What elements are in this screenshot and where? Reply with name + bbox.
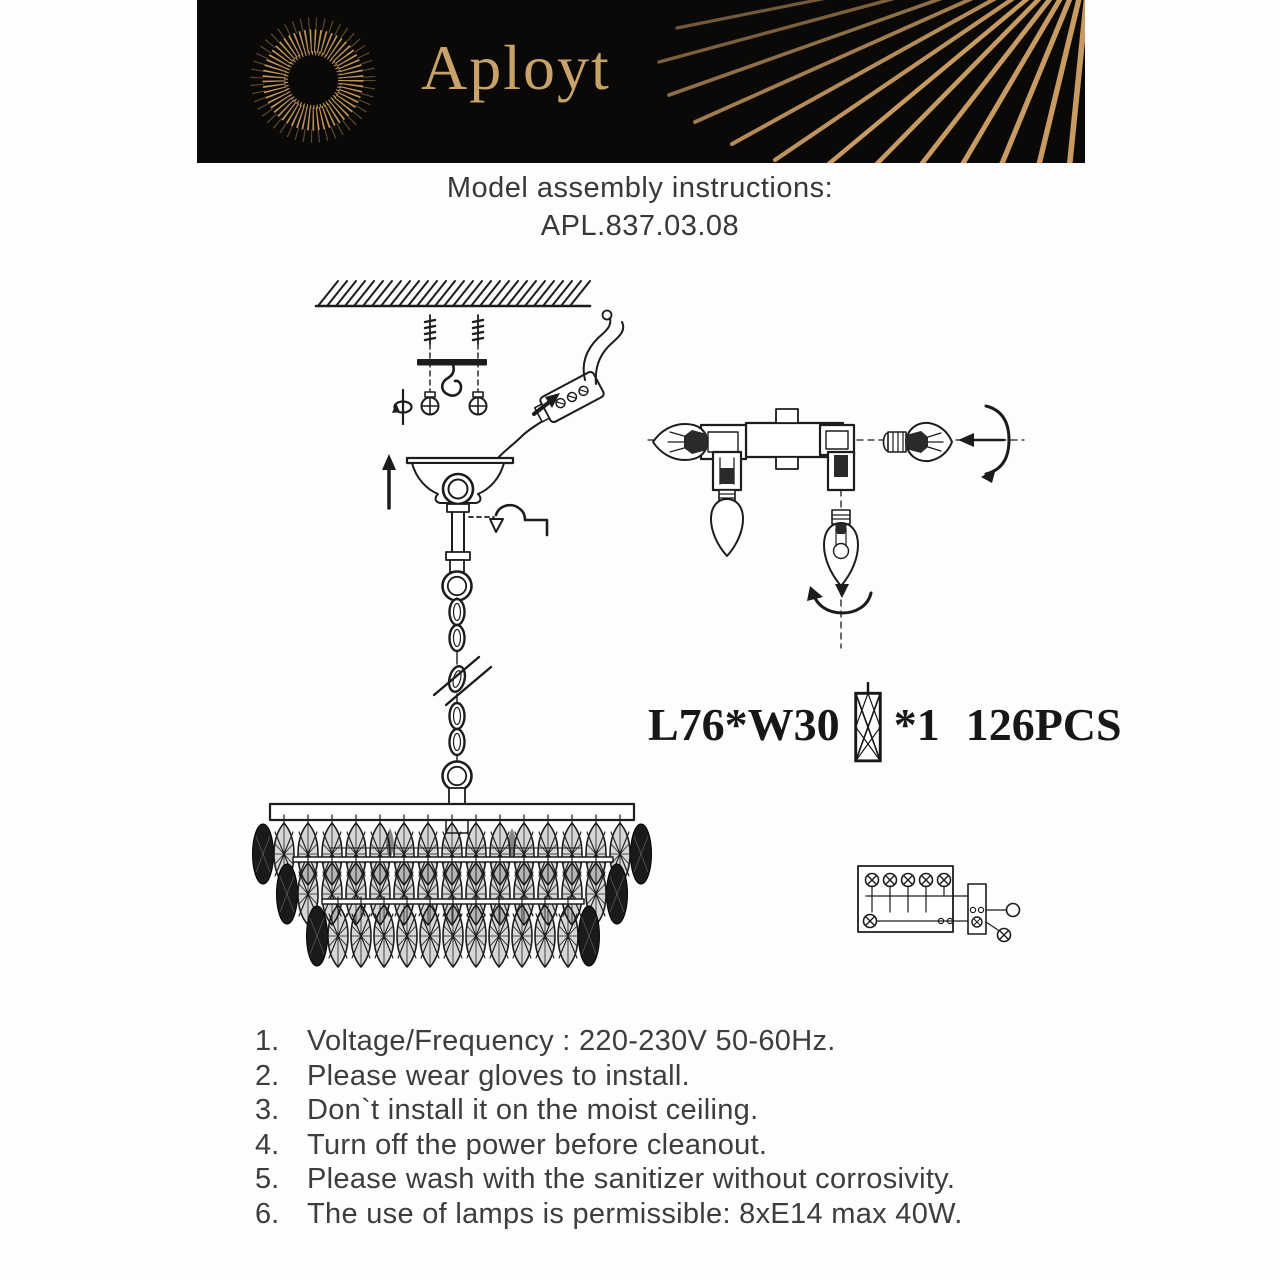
- wiring-diagram: [858, 866, 1020, 942]
- ceiling-hatch: [316, 281, 590, 306]
- item-text: Voltage/Frequency : 220-230V 50-60Hz.: [307, 1025, 836, 1057]
- ceiling-canopy: [407, 458, 513, 560]
- item-text: Please wear gloves to install.: [307, 1059, 690, 1092]
- left-down-socket-bulb: [711, 452, 743, 556]
- brand-name: Aployt: [421, 32, 611, 103]
- item-number: 6.: [255, 1197, 280, 1230]
- item-text: Please wash with the sanitizer without corrosivity.: [307, 1163, 956, 1196]
- chain-suspension-chandelier-diagram: [253, 454, 652, 967]
- item-text: Don`t install it on the moist ceiling.: [307, 1094, 759, 1127]
- item-text: The use of lamps is permissible: 8xE14 max 40W.: [307, 1197, 963, 1230]
- list-item: [255, 1162, 1075, 1197]
- item-number: 3.: [255, 1094, 280, 1127]
- list-item: [255, 1024, 1075, 1059]
- item-number: 1.: [255, 1025, 280, 1057]
- chandelier-body: [253, 788, 652, 967]
- ceiling-hook-icon: [442, 365, 461, 396]
- spec-quantity: *1: [893, 698, 940, 750]
- screw-in-bulb-right: [884, 423, 953, 461]
- right-down-socket-bulb: [820, 425, 858, 586]
- suspension-chain: [434, 560, 491, 791]
- page-title: Model assembly instructions:: [446, 172, 834, 204]
- spec-line: [648, 682, 1122, 766]
- rotate-symbol-icon: [392, 390, 412, 424]
- rotate-arrow-right-icon: [958, 406, 1009, 483]
- spec-pieces: 126PCS: [965, 698, 1122, 750]
- instruction-list: [255, 1024, 1075, 1232]
- mounting-bracket: [418, 360, 486, 365]
- item-text: Turn off the power before cleanout.: [307, 1128, 768, 1161]
- list-item: [255, 1128, 1075, 1163]
- item-number: 4.: [255, 1128, 280, 1161]
- up-arrow-icon: [382, 454, 396, 508]
- crystal-prism-icon: [850, 681, 886, 767]
- ceiling-mount-diagram: [316, 281, 623, 458]
- item-number: 5.: [255, 1163, 280, 1196]
- item-number: 2.: [255, 1059, 280, 1092]
- wire-and-terminal-block: [498, 311, 623, 459]
- list-item: [255, 1093, 1075, 1128]
- stem-rotate-arrow-icon: [469, 505, 547, 535]
- spec-dimensions: L76*W30: [648, 698, 840, 750]
- rotate-arrow-bottom-icon: [807, 584, 871, 613]
- arm-bulb-assembly-diagram: [648, 406, 1024, 648]
- model-code: APL.837.03.08: [540, 210, 740, 242]
- list-item: [255, 1059, 1075, 1094]
- list-item: [255, 1197, 1075, 1232]
